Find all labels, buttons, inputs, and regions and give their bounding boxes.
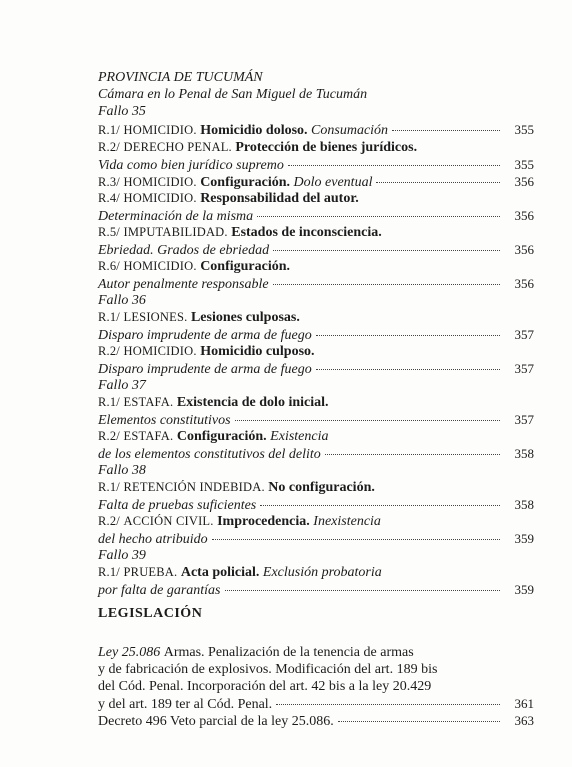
page-number: 357 <box>514 327 534 342</box>
entry-title: No configuración. <box>268 480 375 495</box>
page-number: 356 <box>514 242 534 257</box>
entry-title: Estados de inconsciencia. <box>231 225 382 240</box>
index-entry[interactable] <box>98 190 534 207</box>
index-entry[interactable] <box>98 513 534 530</box>
index-entry-continuation[interactable] <box>98 275 534 293</box>
index-entry[interactable] <box>98 343 534 360</box>
entry-ref: R.1/ <box>98 480 120 494</box>
entry-category: ESTAFA. <box>123 429 174 443</box>
entry-ref: R.2/ <box>98 514 120 528</box>
page-number: 355 <box>514 122 534 137</box>
dot-leader <box>316 369 500 370</box>
entry-ref: R.1/ <box>98 310 120 324</box>
index-entry-continuation[interactable] <box>98 156 534 174</box>
page-number: 363 <box>514 713 534 728</box>
dot-leader <box>260 505 500 506</box>
entry-category: ACCIÓN CIVIL. <box>123 514 214 528</box>
decree-description: Decreto 496 Veto parcial de la ley 25.086. <box>98 714 334 729</box>
entry-title: Configuración. <box>200 259 291 274</box>
entry-ref: R.6/ <box>98 259 120 273</box>
entry-category: HOMICIDIO. <box>123 191 197 205</box>
entry-subtitle: Existencia <box>270 429 329 444</box>
legislation-entry-continuation <box>98 661 534 678</box>
entry-ref: R.5/ <box>98 225 120 239</box>
page-number: 358 <box>514 446 534 461</box>
entry-category: DERECHO PENAL. <box>123 140 232 154</box>
province-heading: PROVINCIA DE TUCUMÁN <box>98 70 263 85</box>
entry-ref: R.2/ <box>98 140 120 154</box>
dot-leader <box>212 539 500 540</box>
entry-title: Homicidio doloso. <box>200 123 308 138</box>
entry-category: RETENCIÓN INDEBIDA. <box>123 480 265 494</box>
fallo-label: Fallo 35 <box>98 104 146 119</box>
legislation-entry-continuation[interactable] <box>98 695 534 713</box>
entry-subtitle: Falta de pruebas suficientes <box>98 498 257 513</box>
index-entry[interactable] <box>98 479 534 496</box>
entry-category: PRUEBA. <box>123 565 178 579</box>
entry-subtitle: Elementos constitutivos <box>98 413 231 428</box>
page-number: 356 <box>514 276 534 291</box>
page-number: 356 <box>514 208 534 223</box>
entry-subtitle: del hecho atribuido <box>98 532 208 547</box>
page-number: 361 <box>514 696 534 711</box>
entry-category: ESTAFA. <box>123 395 174 409</box>
entry-category: HOMICIDIO. <box>123 175 197 189</box>
dot-leader <box>288 165 500 166</box>
entry-subtitle: Determinación de la misma <box>98 209 254 224</box>
index-entry[interactable] <box>98 394 534 411</box>
entry-subtitle: Disparo imprudente de arma de fuego <box>98 362 312 377</box>
index-entry[interactable] <box>98 173 534 191</box>
index-entry-continuation[interactable] <box>98 496 534 514</box>
entry-subtitle: Consumación <box>311 123 389 138</box>
entry-category: IMPUTABILIDAD. <box>123 225 228 239</box>
index-entry-continuation[interactable] <box>98 326 534 344</box>
entry-subtitle: Ebriedad. Grados de ebriedad <box>98 243 270 258</box>
legislation-entry[interactable] <box>98 712 534 730</box>
dot-leader <box>338 721 500 722</box>
index-entry-continuation[interactable] <box>98 581 534 599</box>
page-number: 358 <box>514 497 534 512</box>
law-description: Armas. Penalización de la tenencia de armas <box>163 645 414 660</box>
entry-title: Improcedencia. <box>217 514 310 529</box>
entry-title: Acta policial. <box>180 565 260 580</box>
dot-leader <box>257 216 500 217</box>
page-number: 359 <box>514 531 534 546</box>
index-entry-continuation[interactable] <box>98 207 534 225</box>
page-number: 357 <box>514 412 534 427</box>
dot-leader <box>273 250 500 251</box>
entry-category: HOMICIDIO. <box>123 123 197 137</box>
entry-ref: R.1/ <box>98 123 120 137</box>
entry-subtitle: de los elementos constitutivos del delito <box>98 447 321 462</box>
fallo-label: Fallo 36 <box>98 293 146 308</box>
law-description: del Cód. Penal. Incorporación del art. 42 bis a la ley 20.429 <box>98 679 432 694</box>
fallo-label: Fallo 37 <box>98 378 146 393</box>
entry-title: Homicidio culposo. <box>200 344 315 359</box>
index-entry-continuation[interactable] <box>98 411 534 429</box>
dot-leader <box>273 284 500 285</box>
dot-leader <box>235 420 500 421</box>
entry-subtitle: por falta de garantías <box>98 583 221 598</box>
index-entry-continuation[interactable] <box>98 241 534 259</box>
page-number: 355 <box>514 157 534 172</box>
entry-category: HOMICIDIO. <box>123 344 197 358</box>
index-entry[interactable] <box>98 121 534 139</box>
entry-title: Responsabilidad del autor. <box>200 191 359 206</box>
entry-ref: R.2/ <box>98 344 120 358</box>
dot-leader <box>376 182 500 183</box>
page-number: 357 <box>514 361 534 376</box>
dot-leader <box>225 590 500 591</box>
fallo-label: Fallo 39 <box>98 548 146 563</box>
dot-leader <box>316 335 500 336</box>
dot-leader <box>392 130 500 131</box>
law-description: y de fabricación de explosivos. Modificación del art. 189 bis <box>98 662 438 677</box>
entry-title: Configuración. <box>200 175 291 190</box>
entry-subtitle: Inexistencia <box>313 514 381 529</box>
index-entry-continuation[interactable] <box>98 360 534 378</box>
law-description: y del art. 189 ter al Cód. Penal. <box>98 697 273 712</box>
entry-subtitle: Disparo imprudente de arma de fuego <box>98 328 312 343</box>
index-entry-continuation[interactable] <box>98 530 534 548</box>
entry-ref: R.1/ <box>98 565 120 579</box>
page-number: 359 <box>514 582 534 597</box>
index-entry[interactable] <box>98 564 534 581</box>
entry-subtitle: Dolo eventual <box>293 175 373 190</box>
entry-title: Lesiones culposas. <box>190 310 300 325</box>
entry-subtitle: Exclusión probatoria <box>262 565 382 580</box>
section-heading: LEGISLACIÓN <box>98 606 203 621</box>
dot-leader <box>325 454 500 455</box>
index-entry-continuation[interactable] <box>98 445 534 463</box>
index-entry[interactable] <box>98 139 534 156</box>
fallo-label: Fallo 38 <box>98 463 146 478</box>
index-entry[interactable] <box>98 258 534 275</box>
legislation-entry[interactable] <box>98 644 534 661</box>
entry-subtitle: Vida como bien jurídico supremo <box>98 158 284 173</box>
entry-title: Protección de bienes jurídicos. <box>235 140 418 155</box>
entry-subtitle: Autor penalmente responsable <box>98 277 269 292</box>
entry-ref: R.1/ <box>98 395 120 409</box>
dot-leader <box>276 704 500 705</box>
entry-title: Existencia de dolo inicial. <box>176 395 329 410</box>
entry-title: Configuración. <box>176 429 267 444</box>
index-entry[interactable] <box>98 224 534 241</box>
page-number: 356 <box>514 174 534 189</box>
index-entry[interactable] <box>98 428 534 445</box>
court-heading: Cámara en lo Penal de San Miguel de Tucumán <box>98 87 368 102</box>
law-name: Ley 25.086 <box>98 645 161 660</box>
entry-ref: R.2/ <box>98 429 120 443</box>
legislation-entry-continuation <box>98 678 534 695</box>
index-entry[interactable] <box>98 309 534 326</box>
entry-ref: R.4/ <box>98 191 120 205</box>
entry-category: LESIONES. <box>123 310 188 324</box>
entry-ref: R.3/ <box>98 175 120 189</box>
entry-category: HOMICIDIO. <box>123 259 197 273</box>
